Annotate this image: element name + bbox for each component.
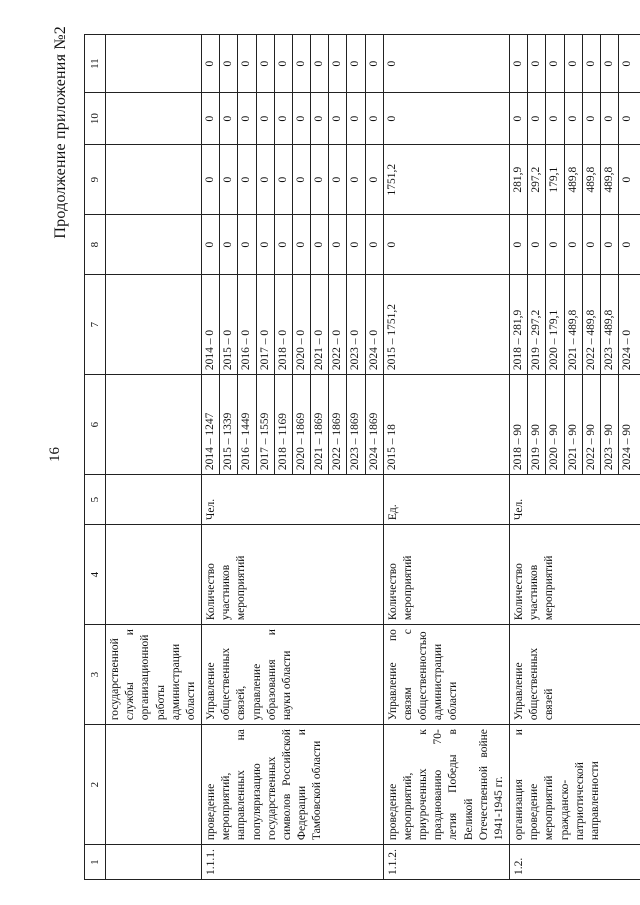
column-9-values-item: 489,8 [600,145,618,214]
funding-values-item: 2015 – 1751,2 [385,304,398,371]
column-10-values-item: 0 [237,93,255,144]
column-9-values [106,145,202,215]
indicator-values-item: 2024 – 90 [618,375,636,474]
table-row [106,35,202,880]
program-activities-table [84,34,640,880]
indicator [106,525,202,625]
funding-values-item: 2018 – 0 [274,275,292,374]
indicator-values [106,375,202,475]
column-10-values-item: 0 [545,93,563,144]
column-10-values-item: 0 [328,93,346,144]
row-number: 1.1.2. [383,845,509,880]
indicator-values [510,375,640,475]
column-9-values-item: 0 [204,176,217,183]
indicator-values-item: 2019 – 90 [527,375,545,474]
funding-values [106,275,202,375]
funding-values-item: 2022 – 0 [328,275,346,374]
column-8-values-item: 0 [328,215,346,274]
column-10-values-item: 0 [512,115,525,122]
unit: Чел. [202,475,384,525]
column-8-values [383,215,509,275]
indicator-values [383,375,509,475]
column-header-2: 2 [85,725,106,845]
column-8-values-item: 0 [204,241,217,248]
funding-values-item: 2016 – 0 [237,275,255,374]
column-header-10: 10 [85,93,106,145]
column-8-values-item: 0 [237,215,255,274]
column-10-values [510,93,640,145]
indicator-values-item: 2023 – 1869 [346,375,364,474]
funding-values-item: 2017 – 0 [256,275,274,374]
column-9-values-item: 489,8 [582,145,600,214]
column-header-8: 8 [85,215,106,275]
column-8-values-item: 0 [385,241,398,248]
indicator: Количество участников мероприятий [202,525,384,625]
column-8-values-item: 0 [256,215,274,274]
column-10-values-item: 0 [346,93,364,144]
funding-values-item: 2023 – 0 [346,275,364,374]
funding-values-item: 2015 – 0 [219,275,237,374]
column-8-values-item: 0 [545,215,563,274]
indicator-values-item: 2020 – 90 [545,375,563,474]
column-10-values [202,93,384,145]
column-10-values-item: 0 [256,93,274,144]
column-9-values-item: 281,9 [512,166,525,193]
rotated-document-page [48,20,634,880]
column-9-values-item: 0 [219,145,237,214]
column-header-6: 6 [85,375,106,475]
column-9-values-item: 0 [365,145,383,214]
unit: Чел. [510,475,640,525]
column-10-values-item: 0 [292,93,310,144]
funding-values-item: 2019 – 297,2 [527,275,545,374]
column-9-values [383,145,509,215]
column-11-values [383,35,509,93]
column-header-7: 7 [85,275,106,375]
indicator-values-item: 2022 – 90 [582,375,600,474]
row-number: 1.2. [510,845,640,880]
funding-values-item: 2020 – 179,1 [545,275,563,374]
column-11-values [202,35,384,93]
funding-values [510,275,640,375]
indicator-values-item: 2020 – 1869 [292,375,310,474]
row-number [106,845,202,880]
column-10-values-item: 0 [527,93,545,144]
column-header-4: 4 [85,525,106,625]
funding-values-item: 2024 – 0 [365,275,383,374]
column-11-values-item: 0 [365,35,383,92]
column-11-values-item: 0 [512,60,525,67]
column-8-values-item: 0 [564,215,582,274]
column-9-values-item: 0 [237,145,255,214]
column-11-values-item: 0 [527,35,545,92]
column-8-values-item: 0 [219,215,237,274]
column-8-values-item: 0 [365,215,383,274]
column-9-values-item: 297,2 [527,145,545,214]
column-11-values-item: 0 [545,35,563,92]
column-8-values-item: 0 [274,215,292,274]
column-9-values-item: 0 [292,145,310,214]
column-8-values-item: 0 [582,215,600,274]
indicator-values-item: 2023 – 90 [600,375,618,474]
column-11-values-item: 0 [328,35,346,92]
column-11-values-item: 0 [274,35,292,92]
indicator: Количество участников мероприятий [510,525,640,625]
activity-name: организация и проведение мероприятий гражданско-патриотической направленности [510,725,640,845]
column-11-values-item: 0 [385,60,398,67]
column-8-values-item: 0 [527,215,545,274]
column-10-values-item: 0 [219,93,237,144]
indicator-values [202,375,384,475]
column-11-values-item: 0 [204,60,217,67]
indicator-values-item: 2015 – 1339 [219,375,237,474]
column-header-11: 11 [85,35,106,93]
column-8-values-item: 0 [310,215,328,274]
column-9-values [202,145,384,215]
header-row [85,35,106,880]
funding-values [383,275,509,375]
funding-values-item: 2020 – 0 [292,275,310,374]
column-header-3: 3 [85,625,106,725]
column-10-values-item: 0 [600,93,618,144]
column-10-values-item: 0 [582,93,600,144]
activity-name [106,725,202,845]
unit: Ед. [383,475,509,525]
column-11-values-item: 0 [237,35,255,92]
column-10-values-item: 0 [564,93,582,144]
column-8-values-item: 0 [600,215,618,274]
column-11-values-item: 0 [219,35,237,92]
indicator-values-item: 2017 – 1559 [256,375,274,474]
appendix-title: Продолжение приложения №2 [52,26,69,239]
column-11-values-item: 0 [310,35,328,92]
column-header-1: 1 [85,845,106,880]
column-10-values-item: 0 [618,93,636,144]
indicator-values-item: 2021 – 90 [564,375,582,474]
funding-values-item: 2021 – 0 [310,275,328,374]
column-11-values [106,35,202,93]
indicator-values-item: 2021 – 1869 [310,375,328,474]
column-header-9: 9 [85,145,106,215]
executor: Управление общественных связей, управление образования и науки области [202,625,384,725]
column-9-values-item: 0 [256,145,274,214]
indicator-values-item: 2018 – 1169 [274,375,292,474]
activity-name: проведение мероприятий, приуроченных к празднованию 70-летия Победы в Великой Отечественной войне 1941-1945 гг. [383,725,509,845]
column-8-values-item: 0 [292,215,310,274]
column-11-values-item: 0 [292,35,310,92]
column-9-values-item: 1751,2 [385,163,398,196]
table-row [383,35,509,880]
column-8-values [106,215,202,275]
column-9-values-item: 0 [346,145,364,214]
column-8-values-item: 0 [618,215,636,274]
table-row [510,35,640,880]
column-8-values-item: 0 [512,241,525,248]
funding-values-item: 2024 – 0 [618,275,636,374]
column-11-values-item: 0 [582,35,600,92]
column-10-values-item: 0 [385,115,398,122]
column-header-5: 5 [85,475,106,525]
executor: Управление общественных связей [510,625,640,725]
executor: Управление по связям с общественностью администрации области [383,625,509,725]
executor: государственной службы и организационной работы администрации области [106,625,202,725]
column-8-values-item: 0 [346,215,364,274]
indicator-values-item: 2014 – 1247 [204,412,217,471]
column-11-values-item: 0 [564,35,582,92]
column-10-values-item: 0 [204,115,217,122]
row-number: 1.1.1. [202,845,384,880]
column-9-values-item: 0 [618,145,636,214]
funding-values-item: 2018 – 281,9 [512,309,525,371]
page-number: 16 [47,447,63,462]
column-11-values-item: 0 [600,35,618,92]
column-9-values-item: 0 [274,145,292,214]
column-11-values-item: 0 [256,35,274,92]
indicator-values-item: 2016 – 1449 [237,375,255,474]
column-9-values-item: 489,8 [564,145,582,214]
funding-values-item: 2022 – 489,8 [582,275,600,374]
column-11-values [510,35,640,93]
indicator-values-item: 2024 – 1869 [365,375,383,474]
indicator-values-item: 2015 – 18 [385,424,398,471]
table-row [202,35,384,880]
indicator-values-item: 2018 – 90 [512,424,525,471]
column-11-values-item: 0 [346,35,364,92]
unit [106,475,202,525]
column-9-values-item: 179,1 [545,145,563,214]
column-11-values-item: 0 [618,35,636,92]
funding-values-item: 2021 – 489,8 [564,275,582,374]
column-9-values-item: 0 [328,145,346,214]
column-9-values-item: 0 [310,145,328,214]
indicator: Количество мероприятий [383,525,509,625]
activity-name: проведение мероприятий, направленных на популяризацию государственных символов Российской Федерации и Тамбовской области [202,725,384,845]
column-8-values [202,215,384,275]
column-10-values [383,93,509,145]
column-10-values-item: 0 [365,93,383,144]
column-8-values [510,215,640,275]
funding-values-item: 2023 – 489,8 [600,275,618,374]
indicator-values-item: 2022 – 1869 [328,375,346,474]
column-10-values [106,93,202,145]
funding-values [202,275,384,375]
column-9-values [510,145,640,215]
column-10-values-item: 0 [274,93,292,144]
column-10-values-item: 0 [310,93,328,144]
funding-values-item: 2014 – 0 [204,329,217,371]
